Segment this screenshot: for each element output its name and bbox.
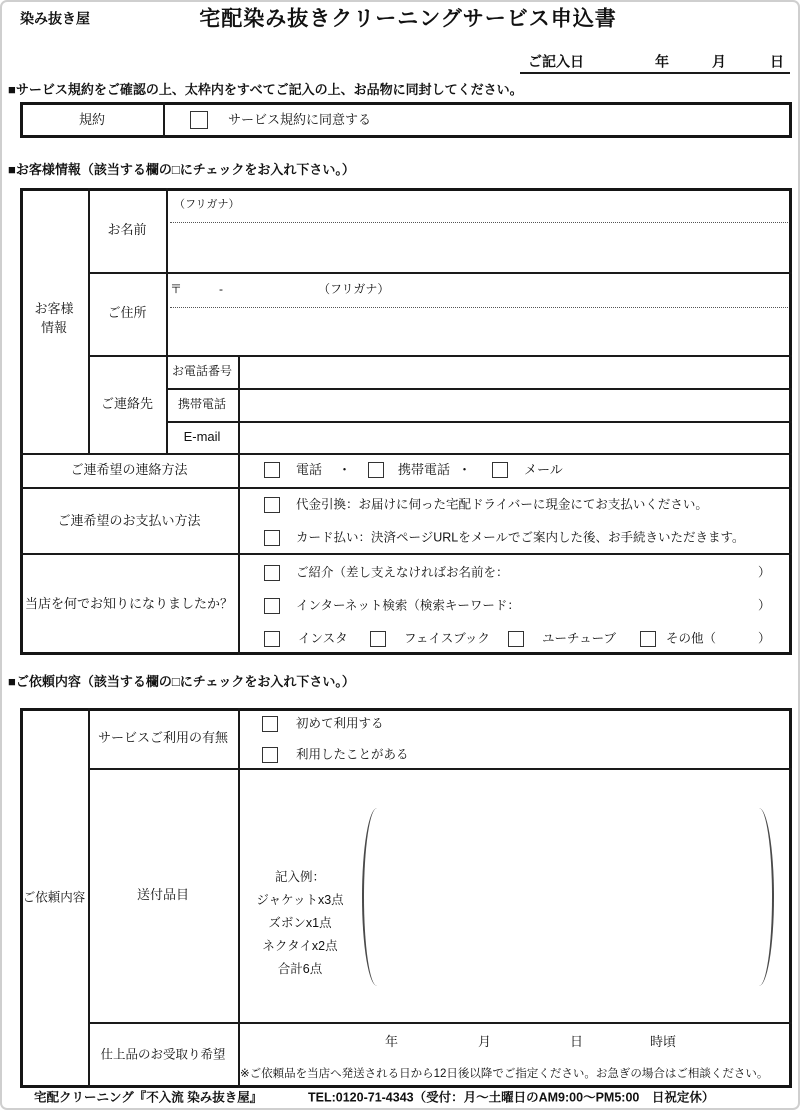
date-year-label: 年 — [655, 53, 669, 70]
items-field[interactable] — [395, 810, 741, 984]
items-example-block — [240, 866, 360, 981]
referral-other-field[interactable] — [716, 629, 756, 649]
footer-shop-name: 宅配クリーニング『不入流 染み抜き屋』 — [34, 1090, 263, 1105]
option-separator: ・ — [458, 462, 472, 478]
footer-tel-info: TEL:0120-71-4343（受付：月～土曜日のAM9:00～PM5:00 日祝定休） — [308, 1090, 715, 1105]
name-furigana-label: （フリガナ） — [174, 198, 240, 211]
referral-facebook-checkbox[interactable] — [370, 631, 386, 647]
referral-intro-checkbox[interactable] — [264, 565, 280, 581]
payment-card-checkbox[interactable] — [264, 530, 280, 546]
close-paren: ） — [758, 598, 771, 613]
contact-mobile-checkbox[interactable] — [368, 462, 384, 478]
contact-method-label: ご連希望の連絡方法 — [70, 462, 188, 478]
name-row-label: お名前 — [107, 222, 147, 238]
referral-name-field[interactable] — [510, 563, 755, 583]
page-title: 宅配染み抜きクリーニングサービス申込書 — [199, 7, 617, 31]
referral-intro-option-label: ご紹介（差し支えなければお名前を： — [296, 565, 509, 580]
left-bracket — [362, 808, 392, 986]
date-entry-label: ご記入日 — [528, 53, 584, 70]
address-field[interactable] — [170, 310, 788, 353]
payment-method-label: ご連希望のお支払い方法 — [57, 513, 201, 529]
usage-repeat-option-label: 利用したことがある — [296, 747, 409, 762]
payment-cod-checkbox[interactable] — [264, 497, 280, 513]
usage-repeat-checkbox[interactable] — [262, 747, 278, 763]
referral-other-label: その他（ — [666, 631, 717, 646]
request-group-label: ご依頼内容 — [22, 890, 86, 905]
payment-cod-option-label: 代金引換：お届けに伺った宅配ドライバーに現金にてお支払いください。 — [296, 497, 708, 512]
name-furigana-field[interactable] — [170, 190, 788, 220]
name-field[interactable] — [170, 226, 788, 270]
pickup-row-label: 仕上品のお受取り希望 — [100, 1047, 226, 1062]
pickup-day-label: 日 — [570, 1034, 584, 1050]
referral-facebook-label: フェイスブック — [404, 631, 490, 646]
contact-email-option-label: メール — [524, 462, 563, 478]
pickup-note: ※ご依頼品を当店へ発送される日から12日後以降でご指定ください。お急ぎの場合はご相談ください。 — [240, 1068, 769, 1081]
phone-field[interactable] — [240, 357, 788, 386]
customer-table-line — [88, 272, 792, 274]
phone-row-label: お電話番号 — [171, 363, 233, 378]
date-day-label: 日 — [770, 53, 784, 70]
email-field[interactable] — [240, 423, 788, 451]
customer-group-label: お客様 — [34, 301, 74, 317]
request-table-line — [88, 768, 792, 770]
terms-agree-label: サービス規約に同意する — [228, 112, 372, 128]
furigana-divider — [170, 222, 788, 223]
items-example-line: 記入例： — [274, 870, 325, 884]
postal-hyphen: - — [219, 281, 223, 296]
date-month-label: 月 — [712, 53, 726, 70]
address-furigana-label: （フリガナ） — [318, 281, 390, 296]
customer-table-line — [88, 188, 90, 453]
request-table-line — [88, 1022, 792, 1024]
payment-card-option-label: カード払い：決済ページURLをメールでご案内した後、お手続きいただきます。 — [296, 530, 745, 545]
date-underline — [520, 72, 790, 74]
pickup-date-field[interactable] — [250, 1030, 780, 1056]
customer-table-line — [20, 453, 792, 455]
pickup-year-label: 年 — [385, 1034, 399, 1050]
terms-section-heading: ■サービス規約をご確認の上、太枠内をすべてご記入の上、お品物に同封してください。 — [8, 82, 523, 98]
option-separator: ・ — [338, 462, 352, 478]
usage-first-option-label: 初めて利用する — [296, 716, 384, 731]
items-example-line: ジャケットx3点 — [256, 893, 344, 907]
furigana-divider — [170, 307, 788, 308]
referral-youtube-label: ユーチューブ — [542, 631, 617, 646]
customer-group-label: 情報 — [40, 320, 68, 336]
referral-keyword-field[interactable] — [530, 596, 755, 616]
referral-instagram-label: インスタ — [298, 631, 348, 646]
right-bracket — [744, 808, 774, 986]
mobile-row-label: 携帯電話 — [177, 396, 227, 411]
customer-table-line — [20, 553, 792, 555]
terms-agree-checkbox[interactable] — [190, 111, 208, 129]
items-example-line: ズボンx1点 — [268, 916, 332, 930]
referral-question-label: 当店を何でお知りになりましたか？ — [24, 596, 234, 612]
customer-table-line — [166, 188, 168, 453]
terms-table — [20, 102, 792, 138]
referral-youtube-checkbox[interactable] — [508, 631, 524, 647]
close-paren: ） — [758, 631, 771, 646]
referral-other-checkbox[interactable] — [640, 631, 656, 647]
contact-email-checkbox[interactable] — [492, 462, 508, 478]
email-row-label: E-mail — [183, 429, 221, 445]
entry-date-field[interactable] — [600, 50, 780, 70]
contact-mobile-option-label: 携帯電話 — [398, 462, 451, 478]
shop-logo: 染み抜き屋 — [20, 10, 90, 27]
items-row-label: 送付品目 — [136, 887, 190, 903]
items-example-line: ネクタイx2点 — [262, 939, 338, 953]
terms-row-label: 規約 — [78, 112, 106, 128]
pickup-month-label: 月 — [478, 1034, 492, 1050]
terms-table-divider — [163, 102, 165, 138]
customer-section-heading: ■お客様情報（該当する欄の□にチェックをお入れ下さい。） — [8, 162, 355, 178]
close-paren: ） — [758, 565, 771, 580]
request-section-heading: ■ご依頼内容（該当する欄の□にチェックをお入れ下さい。） — [8, 674, 355, 690]
request-table-line — [88, 708, 90, 1088]
contact-phone-checkbox[interactable] — [264, 462, 280, 478]
contact-phone-option-label: 電話 — [296, 462, 323, 478]
pickup-time-label: 時頃 — [650, 1034, 677, 1050]
usage-row-label: サービスご利用の有無 — [97, 730, 229, 746]
usage-first-checkbox[interactable] — [262, 716, 278, 732]
referral-instagram-checkbox[interactable] — [264, 631, 280, 647]
mobile-field[interactable] — [240, 390, 788, 419]
referral-search-checkbox[interactable] — [264, 598, 280, 614]
contact-group-label: ご連絡先 — [100, 396, 154, 412]
postal-mark: 〒 — [170, 281, 183, 296]
customer-table-line — [20, 487, 792, 489]
address-row-label: ご住所 — [107, 305, 147, 321]
referral-search-option-label: インターネット検索（検索キーワード： — [296, 598, 520, 613]
items-example-line: 合計6点 — [277, 962, 323, 976]
postal-code-field[interactable] — [170, 276, 788, 304]
